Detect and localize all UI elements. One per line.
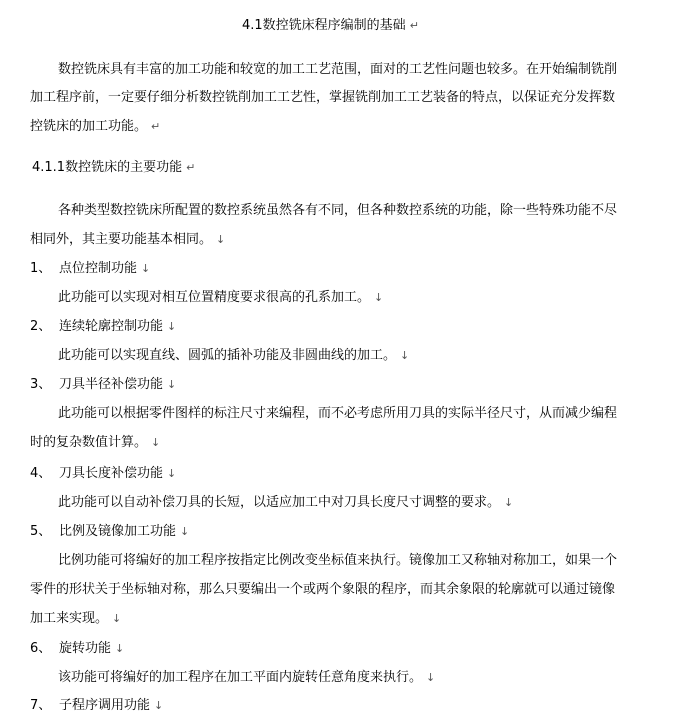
list-item-desc xyxy=(30,611,121,627)
section-heading xyxy=(32,160,195,176)
list-item-number: 5、 xyxy=(30,524,52,539)
list-item-heading xyxy=(30,698,163,714)
line-break-icon: ↓ xyxy=(504,496,514,509)
list-item-desc-text: 此功能可以自动补偿刀具的长短，以适应加工中对刀具长度尺寸调整的要求。 xyxy=(58,495,501,510)
list-item-desc-text: 此功能可以实现对相互位置精度要求很高的孔系加工。 xyxy=(58,290,371,305)
paragraph-mark-icon: ↵ xyxy=(186,161,196,174)
intro-line: 数控铣床具有丰富的加工功能和较宽的加工工艺范围，面对的工艺性问题也较多。在开始编制铣削 xyxy=(58,62,618,77)
list-item-number: 4、 xyxy=(30,466,52,481)
line-break-icon: ↓ xyxy=(400,349,410,362)
list-item-title: 连续轮廓控制功能 xyxy=(59,319,164,334)
list-item-desc-text: 加工来实现。 xyxy=(30,611,109,626)
list-item-desc-text: 该功能可将编好的加工程序在加工平面内旋转任意角度来执行。 xyxy=(58,670,423,685)
list-item-desc: 此功能可以根据零件图样的标注尺寸来编程，而不必考虑所用刀具的实际半径尺寸，从而减少编程 xyxy=(58,406,618,421)
line-break-icon: ↓ xyxy=(141,262,151,275)
list-item-number: 1、 xyxy=(30,261,52,276)
line-break-icon: ↓ xyxy=(167,467,177,480)
list-item-desc: 比例功能可将编好的加工程序按指定比例改变坐标值来执行。镜像加工又称轴对称加工，如果一个 xyxy=(58,553,618,568)
intro-line xyxy=(30,119,160,135)
list-item-desc xyxy=(58,495,513,511)
page-title xyxy=(242,18,419,34)
paragraph-mark-icon: ↵ xyxy=(151,120,161,133)
list-item-heading xyxy=(30,377,176,393)
list-item-desc-text: 时的复杂数值计算。 xyxy=(30,435,148,450)
list-item-heading xyxy=(30,261,150,277)
list-item-title: 比例及镜像加工功能 xyxy=(59,524,177,539)
section-intro-line xyxy=(30,232,225,248)
line-break-icon: ↓ xyxy=(167,320,177,333)
line-break-icon: ↓ xyxy=(216,233,226,246)
line-break-icon: ↓ xyxy=(374,291,384,304)
list-item-number: 3、 xyxy=(30,377,52,392)
list-item-title: 刀具长度补偿功能 xyxy=(59,466,164,481)
list-item-desc xyxy=(58,290,383,306)
list-item-heading xyxy=(30,466,176,482)
list-item-desc-text: 此功能可以实现直线、圆弧的插补功能及非圆曲线的加工。 xyxy=(58,348,397,363)
line-break-icon: ↓ xyxy=(115,642,125,655)
list-item-heading xyxy=(30,319,176,335)
list-item-heading xyxy=(30,641,124,657)
list-item-title: 旋转功能 xyxy=(59,641,112,656)
line-break-icon: ↓ xyxy=(180,525,190,538)
page-title-text: 4.1数控铣床程序编制的基础 xyxy=(242,18,406,33)
list-item-desc xyxy=(58,348,409,364)
paragraph-mark-icon: ↵ xyxy=(409,19,419,32)
section-intro-line: 各种类型数控铣床所配置的数控系统虽然各有不同，但各种数控系统的功能，除一些特殊功能不尽 xyxy=(58,203,618,218)
list-item-desc xyxy=(58,670,435,686)
line-break-icon: ↓ xyxy=(154,699,164,712)
line-break-icon: ↓ xyxy=(426,671,436,684)
list-item-title: 子程序调用功能 xyxy=(59,698,151,713)
list-item-number: 2、 xyxy=(30,319,52,334)
intro-line-text: 控铣床的加工功能。 xyxy=(30,119,148,134)
list-item-title: 点位控制功能 xyxy=(59,261,138,276)
list-item-number: 7、 xyxy=(30,698,52,713)
section-intro-line-text: 相同外，其主要功能基本相同。 xyxy=(30,232,213,247)
list-item-desc xyxy=(30,435,160,451)
list-item-desc: 零件的形状关于坐标轴对称，那么只要编出一个或两个象限的程序，而其余象限的轮廓就可以通过镜像 xyxy=(30,582,616,597)
intro-line: 加工程序前，一定要仔细分析数控铣削加工工艺性，掌握铣削加工工艺装备的特点，以保证充分发挥数 xyxy=(30,90,616,105)
list-item-number: 6、 xyxy=(30,641,52,656)
list-item-title: 刀具半径补偿功能 xyxy=(59,377,164,392)
list-item-heading xyxy=(30,524,189,540)
section-heading-text: 4.1.1数控铣床的主要功能 xyxy=(32,160,183,175)
line-break-icon: ↓ xyxy=(112,612,122,625)
line-break-icon: ↓ xyxy=(151,436,161,449)
line-break-icon: ↓ xyxy=(167,378,177,391)
